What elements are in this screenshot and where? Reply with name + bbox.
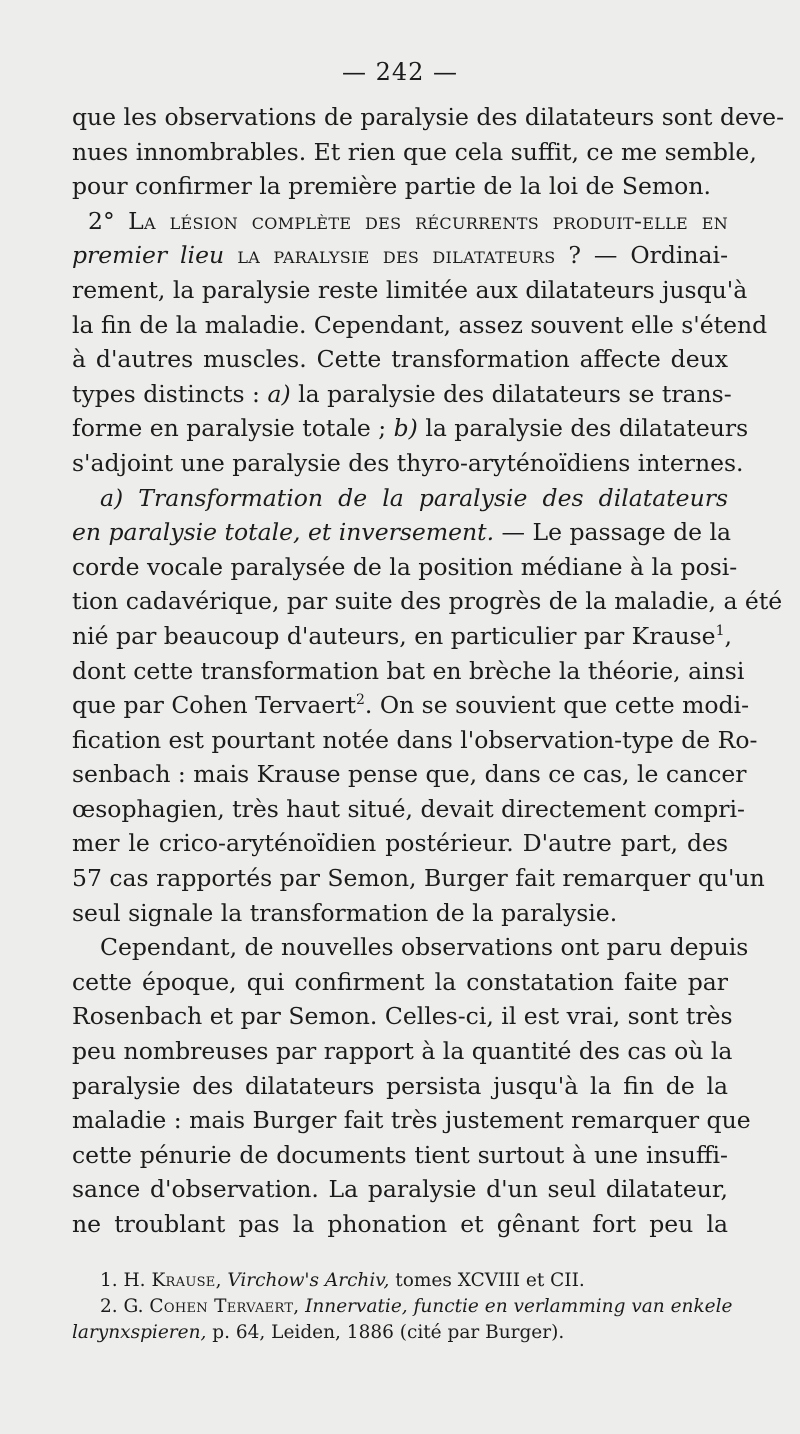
text-line: cette époque, qui confirment la constatation faite par [72,967,728,996]
text-line: corde vocale paralysée de la position médiane à la posi- [72,552,738,581]
text-line: 57 cas rapportés par Semon, Burger fait remarquer qu'un [72,864,765,893]
text-line: cette pénurie de documents tient surtout à une insuffi- [72,1140,728,1169]
text-line: fication est pourtant notée dans l'observation-type de Ro- [72,725,758,754]
text-line: paralysie des dilatateurs persista jusqu'à la fin de la [72,1071,728,1100]
text-line: que les observations de paralysie des dilatateurs sont deve- [72,103,785,131]
text-line: œsophagien, très haut situé, devait directement compri- [72,794,745,823]
section-heading-line: premier lieu la paralysie des dilatateurs ? — Ordinai- [72,241,729,270]
text-line: sance d'observation. La paralysie d'un seul dilatateur, [72,1175,728,1204]
text-line: ne troublant pas la phonation et gênant fort peu la [72,1210,728,1238]
text-line: que par Cohen Tervaert$^2$. On se souvient que cette modi- [72,691,750,720]
text-line: s'adjoint une paralysie des thyro-aryténoïdiens internes. [72,448,744,477]
text-line: seul signale la transformation de la paralysie. [72,898,618,927]
footnote-ref-1: 1 [715,623,725,640]
text-line: forme en paralysie totale ; b) la paralysie des dilatateurs [72,414,749,443]
subsection-heading-line: a) Transformation de la paralysie des dilatateurs [100,483,728,512]
footnote-2-continued: larynxspieren, p. 64, Leiden, 1886 (cité par Burger). [72,1322,565,1343]
text-line: pour confirmer la première partie de la loi de Semon. [72,172,711,201]
text-line: nues innombrables. Et rien que cela suffit, ce me semble, [72,137,757,166]
text-line: mer le crico-aryténoïdien postérieur. D'autre part, des [72,829,728,858]
text-line: à d'autres muscles. Cette transformation affecte deux [72,345,728,374]
text-line: Cependant, de nouvelles observations ont paru depuis [100,933,749,962]
text-line: maladie : mais Burger fait très justement remarquer que [72,1106,751,1135]
subsection-heading-line: en paralysie totale, et inversement. — Le passage de la [72,518,732,547]
text-line: Rosenbach et par Semon. Celles-ci, il est vrai, sont très [72,1002,733,1031]
footnote-2: 2. G. Cohen Tervaert, Innervatie, functie en verlamming van enkele [100,1296,733,1317]
text-line: senbach : mais Krause pense que, dans ce cas, le cancer [72,760,747,789]
text-line: dont cette transformation bat en brèche la théorie, ainsi [72,656,745,685]
text-line: rement, la paralysie reste limitée aux dilatateurs jusqu'à [72,275,748,304]
text-line: types distincts : a) la paralysie des dilatateurs se trans- [72,379,732,408]
footnote-1: 1. H. Krause, Virchow's Archiv, tomes XCVIII et CII. [100,1270,585,1291]
text-line: tion cadavérique, par suite des progrès de la maladie, a été [72,587,783,616]
section-heading-line: 2° La lésion complète des récurrents produit-elle en [88,206,729,235]
text-line: nié par beaucoup d'auteurs, en particulier par Krause$^1$, [72,621,732,650]
page-number: — 242 — [341,58,459,86]
text-line: peu nombreuses par rapport à la quantité des cas où la [72,1037,733,1066]
text-line: la fin de la maladie. Cependant, assez souvent elle s'étend [72,310,768,339]
footnote-ref-2: 2 [355,692,365,709]
footnotes [72,1268,733,1346]
body-text [72,100,785,1242]
